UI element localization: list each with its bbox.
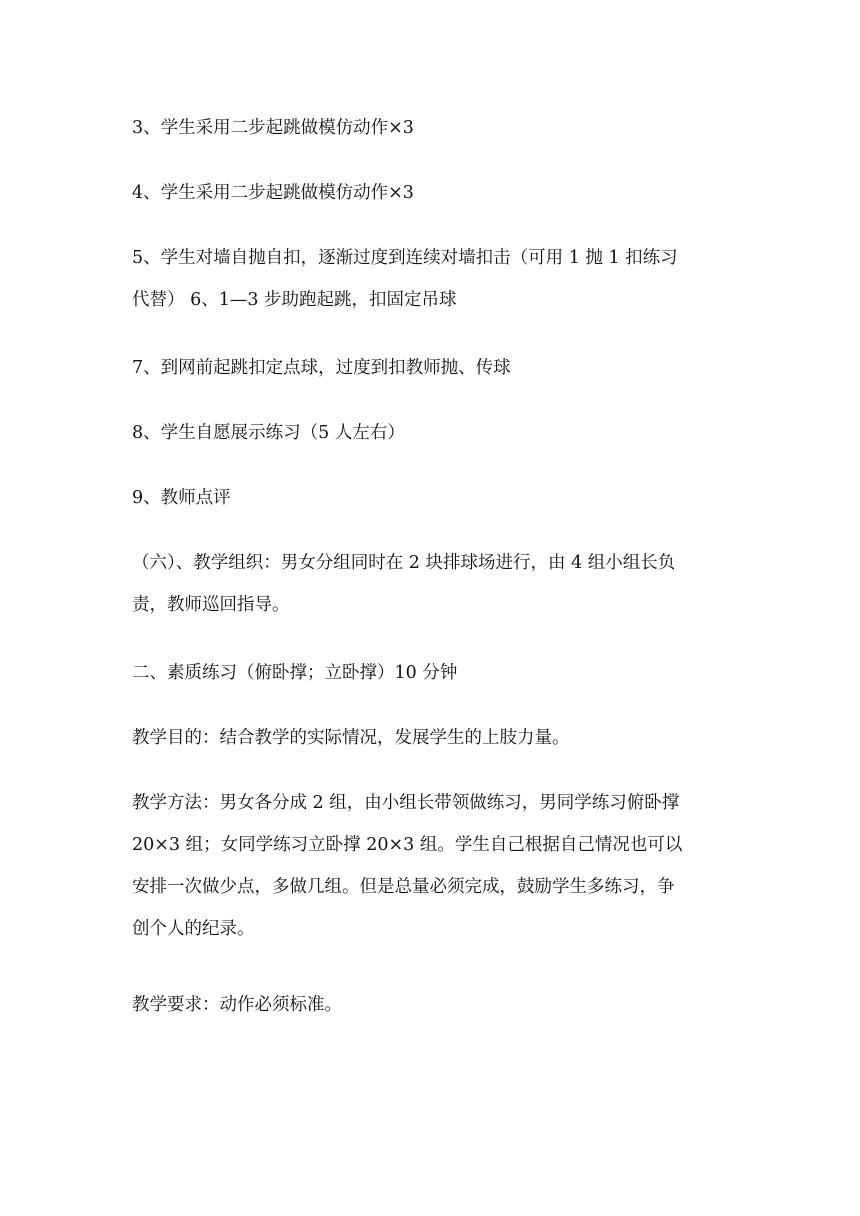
text-line: 4、学生采用二步起跳做模仿动作×3 [132,183,414,203]
teaching-goal-paragraph [132,717,732,759]
text-line: 教学要求：动作必须标准。 [132,995,342,1015]
teaching-requirement-paragraph [132,984,732,1026]
text-line: 代替） 6、1—3 步助跑起跳，扣固定吊球 [132,290,457,310]
text-line: 5、学生对墙自抛自扣，逐渐过度到连续对墙扣击（可用 1 抛 1 扣练习 [132,248,678,268]
step-5-6-paragraph [132,237,732,321]
section-heading [132,652,732,694]
text-line: 3、学生采用二步起跳做模仿动作×3 [132,118,414,138]
text-line: 20×3 组；女同学练习立卧撑 20×3 组。学生自己根据自己情况也可以 [132,835,683,855]
text-line: 安排一次做少点，多做几组。但是总量必须完成，鼓励学生多练习，争 [132,877,675,897]
text-line: 7、到网前起跳扣定点球，过度到扣教师抛、传球 [132,358,511,378]
text-line: 教学目的：结合教学的实际情况，发展学生的上肢力量。 [132,728,570,748]
text-line: （六）、教学组织：男女分组同时在 2 块排球场进行，由 4 组小组长负 [132,553,676,573]
teaching-organization-paragraph [132,542,732,626]
step-8-paragraph [132,412,732,454]
step-9-paragraph [132,477,732,519]
text-line: 9、教师点评 [132,488,231,508]
text-line: 责，教师巡回指导。 [132,595,290,615]
text-line: 创个人的纪录。 [132,919,255,939]
step-3-paragraph [132,107,732,149]
step-4-paragraph [132,172,732,214]
text-line: 二、素质练习（俯卧撑；立卧撑）10 分钟 [132,663,458,683]
step-7-paragraph [132,347,732,389]
text-line: 教学方法：男女各分成 2 组，由小组长带领做练习，男同学练习俯卧撑 [132,793,680,813]
teaching-method-paragraph [132,782,732,950]
text-line: 8、学生自愿展示练习（5 人左右） [132,423,405,443]
